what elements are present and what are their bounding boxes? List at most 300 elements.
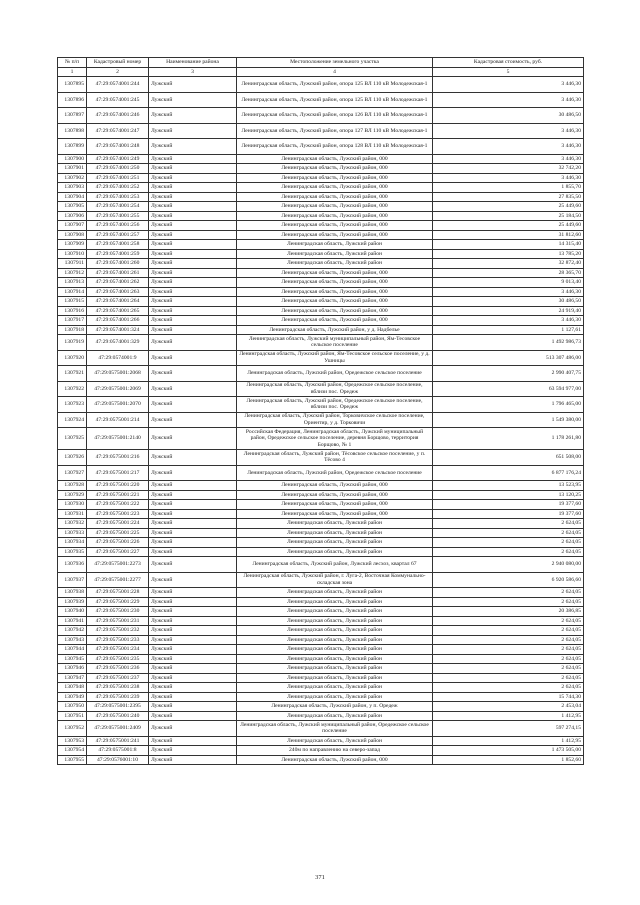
cadastral-number: 47:29:0575001:2070 [87, 397, 149, 413]
location: Ленинградская область, Лужский район, 000 [237, 755, 433, 765]
row-number: 1307928 [58, 481, 87, 491]
cadastral-value: 1 796 465,00 [433, 397, 584, 413]
row-number: 1307895 [58, 77, 87, 93]
row-number: 1307901 [58, 164, 87, 174]
cadastral-value: 31 812,60 [433, 230, 584, 240]
cadastral-number: 47:29:0574001:261 [87, 268, 149, 278]
cadastral-value: 2 624,05 [433, 538, 584, 548]
district-name: Лужский [149, 287, 237, 297]
district-name: Лужский [149, 626, 237, 636]
cadastral-number: 47:29:0574001:258 [87, 240, 149, 250]
cadastral-number: 47:29:0575001:214 [87, 412, 149, 428]
cadastral-value: 3 446,30 [433, 123, 584, 139]
location: Ленинградская область, Лужский район, опора 125 ВЛ 110 кВ Молодежская-1 [237, 77, 433, 93]
header-number: № п/п [58, 58, 87, 68]
location: Ленинградская область, Лужский район, Ям-Тесовское сельское поселение, у д. Ушницы [237, 350, 433, 366]
location: Ленинградская область, Лужский район, Оредежское сельское поселение [237, 465, 433, 481]
cadastral-number: 47:29:0575001:223 [87, 509, 149, 519]
cadastral-number: 47:29:0575001:241 [87, 736, 149, 746]
row-number: 1307929 [58, 490, 87, 500]
row-number: 1307941 [58, 616, 87, 626]
table-row [58, 711, 584, 721]
header-district-name: Наименование района [149, 58, 237, 68]
table-row [58, 108, 584, 124]
table-row [58, 164, 584, 174]
page-number: 371 [315, 874, 325, 881]
table-row [58, 607, 584, 617]
column-number-1: 1 [58, 67, 87, 77]
district-name: Лужский [149, 607, 237, 617]
cadastral-number: 47:29:0575001:238 [87, 683, 149, 693]
location: Ленинградская область, Лужский район, 000 [237, 183, 433, 193]
row-number: 1307896 [58, 92, 87, 108]
location: Ленинградская область, Лужский район [237, 673, 433, 683]
cadastral-number: 47:29:0575001:228 [87, 588, 149, 598]
cadastral-number: 47:29:0574001:248 [87, 139, 149, 155]
cadastral-number: 47:29:0575001:2277 [87, 572, 149, 588]
location: Ленинградская область, Лужский район [237, 616, 433, 626]
table-row [58, 702, 584, 712]
location: Ленинградская область, Лужский район, 000 [237, 509, 433, 519]
table-row [58, 381, 584, 397]
cadastral-number: 47:29:0575001:239 [87, 692, 149, 702]
cadastral-value: 9 013,40 [433, 278, 584, 288]
row-number: 1307943 [58, 635, 87, 645]
table-row [58, 240, 584, 250]
cadastral-number: 47:29:0574001:264 [87, 297, 149, 307]
row-number: 1307902 [58, 173, 87, 183]
cadastral-number: 47:29:0575001:221 [87, 490, 149, 500]
district-name: Лужский [149, 597, 237, 607]
cadastral-number: 47:29:0575001:240 [87, 711, 149, 721]
cadastral-value: 1 127,61 [433, 325, 584, 335]
table-row [58, 673, 584, 683]
table-row [58, 366, 584, 382]
location: Ленинградская область, Лужский район, 000 [237, 192, 433, 202]
cadastral-value: 28 365,70 [433, 268, 584, 278]
district-name: Лужский [149, 616, 237, 626]
district-name: Лужский [149, 325, 237, 335]
table-row [58, 278, 584, 288]
table-row [58, 249, 584, 259]
row-number: 1307947 [58, 673, 87, 683]
row-number: 1307921 [58, 366, 87, 382]
column-number-4: 4 [237, 67, 433, 77]
table-row [58, 626, 584, 636]
cadastral-number: 47:29:0575001:231 [87, 616, 149, 626]
cadastral-number: 47:29:0575001:224 [87, 519, 149, 529]
cadastral-value: 2 624,05 [433, 673, 584, 683]
table-row [58, 755, 584, 765]
location: Ленинградская область, Лужский район, 000 [237, 306, 433, 316]
district-name: Лужский [149, 221, 237, 231]
location: Ленинградская область, Лужский район [237, 597, 433, 607]
district-name: Лужский [149, 588, 237, 598]
location: Ленинградская область, Лужский район, 000 [237, 268, 433, 278]
cadastral-number: 47:29:0574001:256 [87, 221, 149, 231]
cadastral-value: 6 877 176,24 [433, 465, 584, 481]
table-row [58, 287, 584, 297]
table-row [58, 500, 584, 510]
table-row [58, 616, 584, 626]
cadastral-number: 47:29:0574001:263 [87, 287, 149, 297]
cadastral-value: 2 453,04 [433, 702, 584, 712]
header-cadastral-value: Кадастровая стоимость, руб. [433, 58, 584, 68]
district-name: Лужский [149, 736, 237, 746]
district-name: Лужский [149, 428, 237, 450]
location: Ленинградская область, Лужский район, 000 [237, 297, 433, 307]
location: Ленинградская область, Лужский район, опора 128 ВЛ 110 кВ Молодежская-1 [237, 139, 433, 155]
district-name: Лужский [149, 92, 237, 108]
row-number: 1307952 [58, 721, 87, 737]
cadastral-number: 47:29:0576001:10 [87, 755, 149, 765]
district-name: Лужский [149, 123, 237, 139]
district-name: Лужский [149, 519, 237, 529]
district-name: Лужский [149, 335, 237, 351]
table-row [58, 211, 584, 221]
district-name: Лужский [149, 692, 237, 702]
column-number-5: 5 [433, 67, 584, 77]
location: Ленинградская область, Лужский район, у п. Оредеж [237, 702, 433, 712]
row-number: 1307913 [58, 278, 87, 288]
table-row [58, 635, 584, 645]
location: Ленинградская область, Лужский район [237, 607, 433, 617]
row-number: 1307912 [58, 268, 87, 278]
table-row [58, 335, 584, 351]
cadastral-number: 47:29:0575001:216 [87, 450, 149, 466]
table-row [58, 736, 584, 746]
cadastral-value: 1 852,60 [433, 755, 584, 765]
district-name: Лужский [149, 192, 237, 202]
row-number: 1307903 [58, 183, 87, 193]
cadastral-value: 2 624,05 [433, 616, 584, 626]
cadastral-number: 47:29:0575001:2068 [87, 366, 149, 382]
table-row [58, 297, 584, 307]
district-name: Лужский [149, 645, 237, 655]
location: Ленинградская область, Лужский район, Оредежское сельское поселение [237, 366, 433, 382]
district-name: Лужский [149, 259, 237, 269]
district-name: Лужский [149, 412, 237, 428]
cadastral-number: 47:29:0574001:9 [87, 350, 149, 366]
cadastral-value: 1 412,95 [433, 711, 584, 721]
row-number: 1307919 [58, 335, 87, 351]
location: Ленинградская область, Лужский район, 000 [237, 316, 433, 326]
cadastral-number: 47:29:0575001:8 [87, 746, 149, 756]
district-name: Лужский [149, 350, 237, 366]
cadastral-value: 19 377,60 [433, 509, 584, 519]
cadastral-number: 47:29:0575001:237 [87, 673, 149, 683]
cadastral-number: 47:29:0574001:251 [87, 173, 149, 183]
row-number: 1307920 [58, 350, 87, 366]
cadastral-value: 2 624,05 [433, 597, 584, 607]
table-row [58, 350, 584, 366]
row-number: 1307923 [58, 397, 87, 413]
cadastral-value: 19 377,60 [433, 500, 584, 510]
cadastral-number: 47:29:0574001:265 [87, 306, 149, 316]
table-row [58, 428, 584, 450]
location: Ленинградская область, Лужский район [237, 538, 433, 548]
cadastral-value: 30 486,50 [433, 108, 584, 124]
location: Ленинградская область, Лужский район [237, 626, 433, 636]
location: Ленинградская область, Лужский район [237, 645, 433, 655]
row-number: 1307938 [58, 588, 87, 598]
location: Ленинградская область, Лужский район, 000 [237, 481, 433, 491]
column-number-row [58, 67, 584, 77]
cadastral-number: 47:29:0575001:225 [87, 528, 149, 538]
cadastral-number: 47:29:0574001:244 [87, 77, 149, 93]
cadastral-value: 2 624,05 [433, 635, 584, 645]
row-number: 1307942 [58, 626, 87, 636]
row-number: 1307906 [58, 211, 87, 221]
district-name: Лужский [149, 664, 237, 674]
table-row [58, 597, 584, 607]
district-name: Лужский [149, 183, 237, 193]
location: Ленинградская область, Лужский район [237, 528, 433, 538]
district-name: Лужский [149, 500, 237, 510]
location: Ленинградская область, Лужский район [237, 736, 433, 746]
cadastral-number: 47:29:0575001:230 [87, 607, 149, 617]
district-name: Лужский [149, 230, 237, 240]
district-name: Лужский [149, 268, 237, 278]
row-number: 1307918 [58, 325, 87, 335]
cadastral-number: 47:29:0575001:222 [87, 500, 149, 510]
location: Ленинградская область, Лужский район, опора 125 ВЛ 110 кВ Молодежская-1 [237, 92, 433, 108]
district-name: Лужский [149, 557, 237, 573]
table-row [58, 139, 584, 155]
location: Ленинградская область, Лужский район, г. Луга-2, Восточная Коммунально-складская зона [237, 572, 433, 588]
row-number: 1307917 [58, 316, 87, 326]
cadastral-value: 3 446,30 [433, 287, 584, 297]
cadastral-number: 47:29:0574001:252 [87, 183, 149, 193]
location: Ленинградская область, Лужский район [237, 249, 433, 259]
table-row [58, 230, 584, 240]
row-number: 1307944 [58, 645, 87, 655]
row-number: 1307937 [58, 572, 87, 588]
cadastral-number: 47:29:0574001:329 [87, 335, 149, 351]
district-name: Лужский [149, 306, 237, 316]
header-row [58, 58, 584, 68]
district-name: Лужский [149, 397, 237, 413]
district-name: Лужский [149, 154, 237, 164]
location: Ленинградская область, Лужский район [237, 635, 433, 645]
cadastral-value: 13 120,25 [433, 490, 584, 500]
table-row [58, 259, 584, 269]
table-row [58, 123, 584, 139]
row-number: 1307898 [58, 123, 87, 139]
table-row [58, 572, 584, 588]
cadastral-value: 513 307 486,00 [433, 350, 584, 366]
table-row [58, 92, 584, 108]
district-name: Лужский [149, 202, 237, 212]
cadastral-value: 1 178 261,80 [433, 428, 584, 450]
table-row [58, 325, 584, 335]
table-row [58, 450, 584, 466]
cadastral-value: 3 446,30 [433, 92, 584, 108]
location: Ленинградская область, Лужский район [237, 711, 433, 721]
district-name: Лужский [149, 316, 237, 326]
table-row [58, 397, 584, 413]
cadastral-value: 14 315,40 [433, 240, 584, 250]
row-number: 1307907 [58, 221, 87, 231]
cadastral-number: 47:29:0574001:257 [87, 230, 149, 240]
cadastral-value: 24 919,40 [433, 306, 584, 316]
row-number: 1307911 [58, 259, 87, 269]
district-name: Лужский [149, 108, 237, 124]
cadastral-value: 30 486,50 [433, 297, 584, 307]
cadastral-value: 13 785,20 [433, 249, 584, 259]
district-name: Лужский [149, 211, 237, 221]
district-name: Лужский [149, 509, 237, 519]
cadastral-number: 47:29:0575001:236 [87, 664, 149, 674]
district-name: Лужский [149, 481, 237, 491]
district-name: Лужский [149, 528, 237, 538]
cadastral-value: 13 523,95 [433, 481, 584, 491]
cadastral-value: 32 872,40 [433, 259, 584, 269]
table-row [58, 173, 584, 183]
cadastral-value: 2 624,05 [433, 645, 584, 655]
cadastral-value: 2 624,05 [433, 626, 584, 636]
district-name: Лужский [149, 381, 237, 397]
cadastral-value: 15 744,30 [433, 692, 584, 702]
row-number: 1307930 [58, 500, 87, 510]
cadastral-value: 25 449,60 [433, 202, 584, 212]
district-name: Лужский [149, 366, 237, 382]
row-number: 1307915 [58, 297, 87, 307]
cadastral-number: 47:29:0575001:2069 [87, 381, 149, 397]
district-name: Лужский [149, 450, 237, 466]
header-cadastral-number: Кадастровый номер [87, 58, 149, 68]
location: Ленинградская область, Лужский район, 000 [237, 230, 433, 240]
row-number: 1307908 [58, 230, 87, 240]
district-name: Лужский [149, 164, 237, 174]
row-number: 1307927 [58, 465, 87, 481]
row-number: 1307950 [58, 702, 87, 712]
cadastral-value: 25 184,50 [433, 211, 584, 221]
row-number: 1307945 [58, 654, 87, 664]
cadastral-value: 3 446,30 [433, 139, 584, 155]
district-name: Лужский [149, 755, 237, 765]
cadastral-number: 47:29:0575001:227 [87, 547, 149, 557]
row-number: 1307900 [58, 154, 87, 164]
district-name: Лужский [149, 490, 237, 500]
cadastral-value: 2 990 407,75 [433, 366, 584, 382]
district-name: Лужский [149, 683, 237, 693]
row-number: 1307955 [58, 755, 87, 765]
district-name: Лужский [149, 240, 237, 250]
cadastral-value: 1 549 380,00 [433, 412, 584, 428]
cadastral-value: 2 624,05 [433, 519, 584, 529]
cadastral-number: 47:29:0575001:2395 [87, 702, 149, 712]
table-row [58, 746, 584, 756]
location: Ленинградская область, Лужский муниципальный район, Ям-Тесовское сельское поселение [237, 335, 433, 351]
location: Ленинградская область, Лужский район, Оредежское сельское поселение, вблизи пос. Оредеж [237, 397, 433, 413]
row-number: 1307925 [58, 428, 87, 450]
row-number: 1307916 [58, 306, 87, 316]
district-name: Лужский [149, 139, 237, 155]
cadastral-number: 47:29:0574001:324 [87, 325, 149, 335]
column-number-3: 3 [149, 67, 237, 77]
cadastral-number: 47:29:0574001:259 [87, 249, 149, 259]
location: Ленинградская область, Лужский район, опора 126 ВЛ 110 кВ Молодежская-1 [237, 108, 433, 124]
district-name: Лужский [149, 673, 237, 683]
location: Ленинградская область, Лужский район, 000 [237, 278, 433, 288]
location: Ленинградская область, Лужский район, Торковичское сельское поселение, Ориентир, у д. Торковичи [237, 412, 433, 428]
cadastral-value: 1 412,95 [433, 736, 584, 746]
table-row [58, 519, 584, 529]
table-row [58, 588, 584, 598]
location: Ленинградская область, Лужский район [237, 240, 433, 250]
row-number: 1307949 [58, 692, 87, 702]
cadastral-number: 47:29:0575001:2140 [87, 428, 149, 450]
location: Ленинградская область, Лужский район, 000 [237, 164, 433, 174]
cadastral-number: 47:29:0575001:226 [87, 538, 149, 548]
cadastral-number: 47:29:0575001:229 [87, 597, 149, 607]
location: Ленинградская область, Лужский район [237, 692, 433, 702]
table-row [58, 654, 584, 664]
table-row [58, 538, 584, 548]
row-number: 1307899 [58, 139, 87, 155]
table-row [58, 77, 584, 93]
row-number: 1307904 [58, 192, 87, 202]
location: Ленинградская область, Лужский район [237, 588, 433, 598]
district-name: Лужский [149, 746, 237, 756]
cadastral-number: 47:29:0575001:217 [87, 465, 149, 481]
table-row [58, 664, 584, 674]
cadastral-value: 2 624,05 [433, 528, 584, 538]
table-row [58, 316, 584, 326]
row-number: 1307924 [58, 412, 87, 428]
location: Ленинградская область, Лужский район, Оредежское сельское поселение, вблизи пос. Оредеж [237, 381, 433, 397]
location: Ленинградская область, Лужский район, 000 [237, 221, 433, 231]
location: Ленинградская область, Лужский район, 000 [237, 500, 433, 510]
table-row [58, 154, 584, 164]
cadastral-number: 47:29:0574001:260 [87, 259, 149, 269]
row-number: 1307910 [58, 249, 87, 259]
cadastral-number: 47:29:0574001:254 [87, 202, 149, 212]
table-row [58, 412, 584, 428]
row-number: 1307914 [58, 287, 87, 297]
location: Ленинградская область, Лужский район, 000 [237, 490, 433, 500]
location: Ленинградская область, Лужский район [237, 259, 433, 269]
cadastral-value: 20 386,85 [433, 607, 584, 617]
location: Ленинградская область, Лужский район, 000 [237, 154, 433, 164]
cadastral-value: 651 508,00 [433, 450, 584, 466]
location: Ленинградская область, Лужский район [237, 547, 433, 557]
row-number: 1307951 [58, 711, 87, 721]
cadastral-number: 47:29:0575001:234 [87, 645, 149, 655]
cadastral-value: 63 594 977,00 [433, 381, 584, 397]
cadastral-value: 2 624,05 [433, 683, 584, 693]
district-name: Лужский [149, 547, 237, 557]
district-name: Лужский [149, 711, 237, 721]
cadastral-number: 47:29:0575001:2409 [87, 721, 149, 737]
row-number: 1307935 [58, 547, 87, 557]
district-name: Лужский [149, 173, 237, 183]
row-number: 1307936 [58, 557, 87, 573]
cadastral-number: 47:29:0574001:246 [87, 108, 149, 124]
district-name: Лужский [149, 572, 237, 588]
district-name: Лужский [149, 702, 237, 712]
location: 240м по направлению на северо-запад [237, 746, 433, 756]
table-row [58, 481, 584, 491]
table-row [58, 221, 584, 231]
table-row [58, 645, 584, 655]
cadastral-value: 3 446,30 [433, 173, 584, 183]
table-row [58, 721, 584, 737]
row-number: 1307954 [58, 746, 87, 756]
table-row [58, 268, 584, 278]
cadastral-value: 1 473 505,00 [433, 746, 584, 756]
